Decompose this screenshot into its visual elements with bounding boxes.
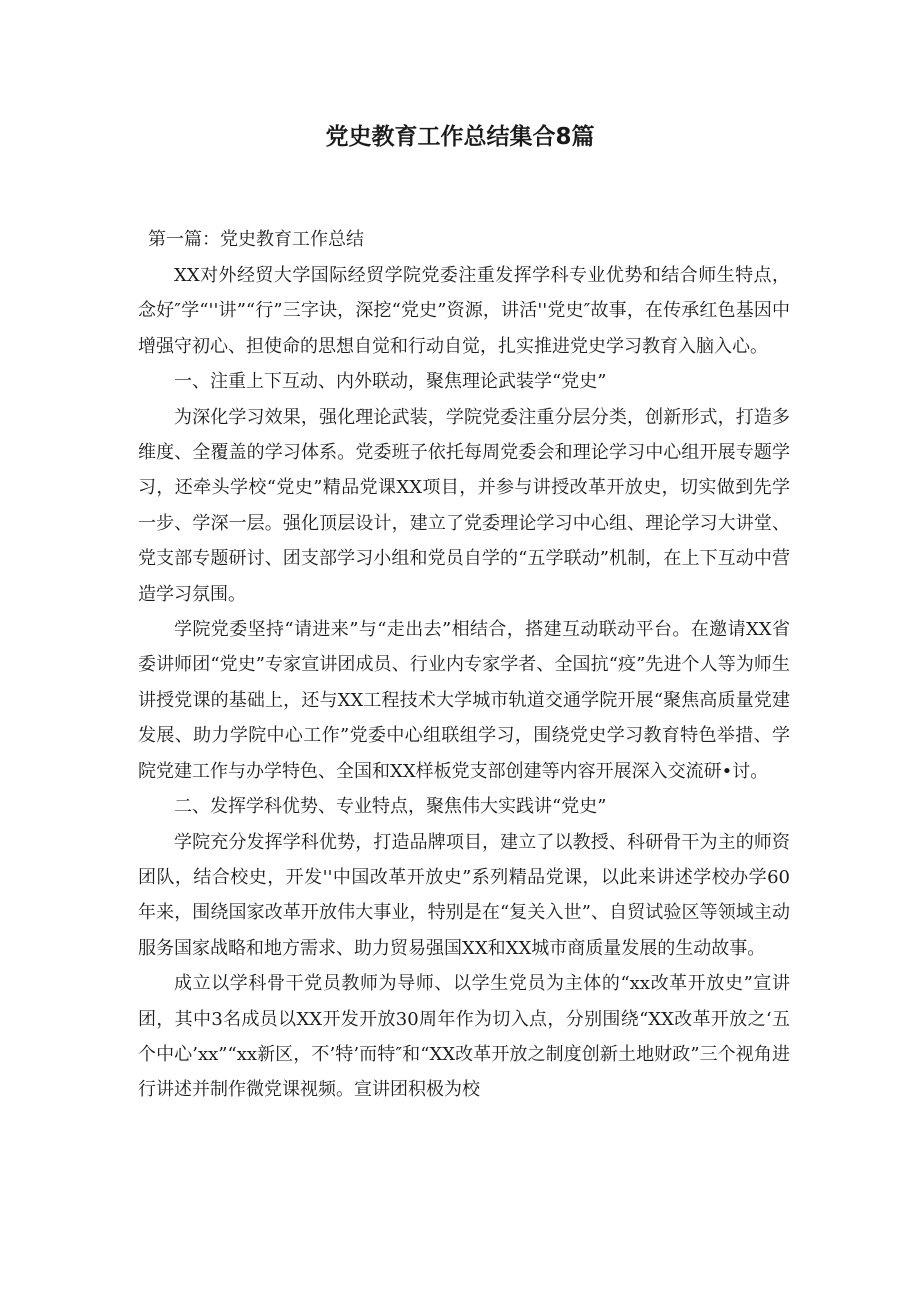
paragraph-theory: 为深化学习效果，强化理论武装，学院党委注重分层分类，创新形式，打造多维度、全覆盖的学习体系。党委班子依托每周党委会和理论学习中心组开展专题学习，还牵头学校“党史”精品党课XX项目，并参与讲授改革开放史，切实做到先学一步、学深一层。强化顶层设计，建立了党委理论学习中心组、理论学习大讲堂、党支部专题研讨、团支部学习小组和党员自学的“五学联动”机制，在上下互动中营造学习氛围。 (138, 406, 790, 605)
paragraph-intro: XX对外经贸大学国际经贸学院党委注重发挥学科专业优势和结合师生特点，念好″学“''讲”“行”三字诀，深挖“党史”资源，讲活''党史″故事，在传承红色基因中增强守初心、担使命的思想自觉和行动自觉，扎实推进党史学习教育入脑入心。 (138, 265, 790, 357)
section-heading: 第一篇：党史教育工作总结 (148, 229, 364, 250)
document-body (138, 222, 790, 1108)
subheading-two: 二、发挥学科优势、专业特点，聚焦伟大实践讲“党史” (174, 796, 607, 818)
subheading-one: 一、注重上下互动、内外联动，聚焦理论武装学“党史” (174, 371, 607, 393)
paragraph-lecture-team: 成立以学科骨干党员教师为导师、以学生党员为主体的“xx改革开放史”宣讲团，其中3名成员以XX开发开放30周年作为切入点，分别围绕“XX改革开放之‘五个中心’xx”“xx新区，不’特’而特″和“XX改革开放之制度创新土地财政”三个视角进行讲述并制作微党课视频。宣讲团积极为校 (138, 973, 790, 1101)
paragraph-discipline: 学院充分发挥学科优势，打造品牌项目，建立了以教授、科研骨干为主的师资团队，结合校史，开发''中国改革开放史”系列精品党课，以此来讲述学校办学60年来，围绕国家改革开放伟大事业，特别是在“复关入世”、自贸试验区等领域主动服务国家战略和地方需求、助力贸易强国XX和XX城市商质量发展的生动故事。 (138, 831, 790, 959)
paragraph-platform: 学院党委坚持“请进来”与“走出去”相结合，搭建互动联动平台。在邀请XX省委讲师团“党史”专家宣讲团成员、行业内专家学者、全国抗“疫”先进个人等为师生讲授党课的基础上，还与XX工程技术大学城市轨道交通学院开展“聚焦高质量党建发展、助力学院中心工作”党委中心组联组学习，围绕党史学习教育特色举措、学院党建工作与办学特色、全国和XX样板党支部创建等内容开展深入交流研•讨。 (138, 619, 790, 782)
document-title: 党史教育工作总结集合8篇 (325, 124, 595, 150)
